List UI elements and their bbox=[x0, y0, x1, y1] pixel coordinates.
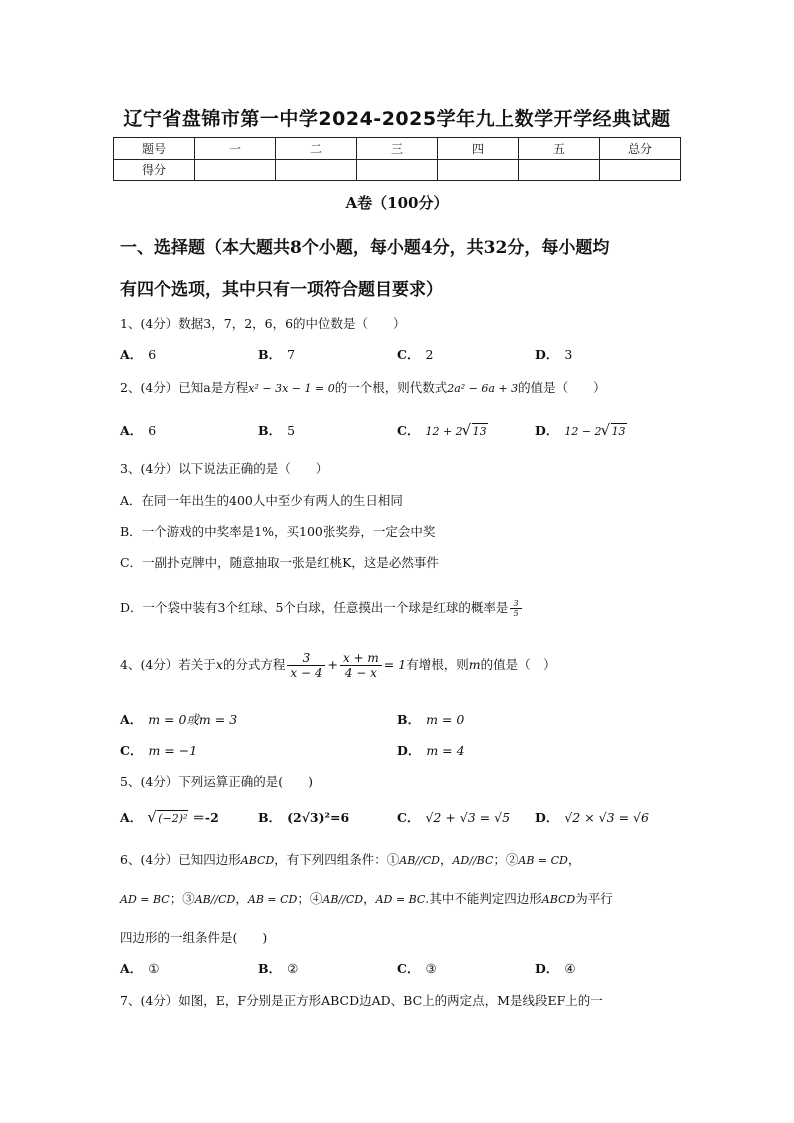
q6-stem-part: 6、(4分）已知四边形 bbox=[120, 852, 241, 867]
q2-option-d[interactable] bbox=[535, 421, 627, 439]
option-text: ① bbox=[148, 961, 160, 976]
q4-variable-m: m bbox=[468, 657, 481, 672]
q5-option-b[interactable] bbox=[258, 808, 355, 826]
option-label: A． bbox=[120, 712, 143, 727]
q2-equation: x² − 3x − 1 = 0 bbox=[248, 382, 335, 395]
q6-condition: AB//CD bbox=[322, 893, 364, 906]
score-col-5: 五 bbox=[519, 138, 600, 160]
q7-stem: 7、(4分）如图，E，F分别是正方形ABCD边AD、BC上的两定点，M是线段EF上的一 bbox=[120, 993, 603, 1008]
fraction-numerator: x + m bbox=[340, 651, 382, 666]
section-one-heading-line2: 有四个选项，其中只有一项符合题目要求） bbox=[120, 280, 443, 300]
option-label: B． bbox=[258, 810, 282, 825]
q2-option-c[interactable] bbox=[397, 421, 488, 439]
fraction-denominator: 4 − x bbox=[344, 666, 377, 680]
q2-stem bbox=[120, 378, 606, 396]
section-a-heading: A卷（100分） bbox=[345, 194, 449, 212]
option-text: ② bbox=[287, 961, 299, 976]
q6-condition: AB//CD bbox=[399, 854, 440, 867]
q3-option-b[interactable]: B．一个游戏的中奖率是1%，买100张奖券，一定会中奖 bbox=[120, 524, 436, 539]
option-text: √2 × √3 = √6 bbox=[564, 810, 649, 825]
option-label: A． bbox=[120, 961, 143, 976]
q6-option-b[interactable] bbox=[258, 959, 298, 977]
q6-separator: ， bbox=[363, 891, 376, 906]
q6-separator: ， bbox=[567, 852, 581, 867]
option-text: 12 + 2 bbox=[425, 425, 463, 438]
sqrt bbox=[602, 423, 627, 439]
score-header-label: 题号 bbox=[114, 138, 195, 160]
option-text: 7 bbox=[287, 347, 296, 362]
q4-stem-part: 有增根，则 bbox=[406, 657, 469, 672]
q6-stem-line3: 四边形的一组条件是( ) bbox=[120, 930, 268, 945]
option-text: ④ bbox=[564, 961, 576, 976]
q6-separator: ；④ bbox=[297, 891, 323, 906]
score-cell[interactable] bbox=[195, 159, 276, 181]
option-label: C． bbox=[397, 423, 420, 438]
score-cell[interactable] bbox=[600, 159, 681, 181]
option-text: 5 bbox=[287, 423, 296, 438]
q1-option-c[interactable] bbox=[397, 345, 433, 363]
q4-stem-part: 4、(4分）若关于 bbox=[120, 657, 216, 672]
q4-variable-x: x bbox=[215, 657, 223, 672]
option-label: A． bbox=[120, 810, 143, 825]
q3-option-d[interactable] bbox=[120, 598, 524, 618]
q6-separator: ， bbox=[235, 891, 248, 906]
option-text: 2 bbox=[425, 347, 434, 362]
q4-option-b[interactable] bbox=[397, 710, 464, 728]
q5-stem: 5、(4分）下列运算正确的是( ) bbox=[120, 774, 314, 789]
score-cell[interactable] bbox=[276, 159, 357, 181]
q3-stem: 3、(4分）以下说法正确的是（ ） bbox=[120, 461, 329, 476]
option-label: B． bbox=[258, 423, 282, 438]
q2-expression: 2a² − 6a + 3 bbox=[447, 382, 519, 395]
option-label: A． bbox=[120, 347, 143, 362]
q2-option-b[interactable] bbox=[258, 421, 295, 439]
q6-condition: AB//CD bbox=[194, 893, 236, 906]
q6-stem-line2 bbox=[120, 889, 613, 907]
q6-condition: AD = BC bbox=[120, 893, 170, 906]
option-label: D． bbox=[535, 961, 559, 976]
option-text: (2√3)²=6 bbox=[287, 810, 350, 825]
option-label: D． bbox=[535, 810, 559, 825]
q4-stem-part: 的分式方程 bbox=[222, 657, 286, 672]
radicand: 13 bbox=[472, 425, 487, 438]
option-text: m = 0 bbox=[426, 712, 465, 727]
q6-condition: AD = BC bbox=[375, 893, 426, 906]
score-table-header-row bbox=[114, 138, 681, 160]
score-table bbox=[113, 137, 681, 181]
q4-stem bbox=[120, 651, 556, 680]
q6-separator: ；② bbox=[493, 852, 519, 867]
q5-option-d[interactable] bbox=[535, 808, 649, 826]
score-cell[interactable] bbox=[357, 159, 438, 181]
option-label: D． bbox=[397, 743, 421, 758]
section-one-heading-line1: 一、选择题（本大题共8个小题，每小题4分，共32分，每小题均 bbox=[120, 238, 610, 258]
q4-equals: = 1 bbox=[383, 657, 407, 672]
score-cell[interactable] bbox=[519, 159, 600, 181]
q1-option-a[interactable] bbox=[120, 345, 156, 363]
q4-fraction-2 bbox=[340, 651, 382, 680]
q6-condition: AB = CD bbox=[247, 893, 298, 906]
q6-separator: ；③ bbox=[169, 891, 195, 906]
exam-title: 辽宁省盘锦市第一中学2024-2025学年九上数学开学经典试题 bbox=[123, 108, 671, 130]
q3-fraction bbox=[510, 599, 521, 618]
option-label: C． bbox=[397, 347, 420, 362]
fraction-numerator: 3 bbox=[287, 651, 325, 666]
q4-fraction-1 bbox=[287, 651, 325, 680]
sqrt bbox=[463, 423, 488, 439]
plus-sign: + bbox=[327, 657, 338, 672]
score-row-label: 得分 bbox=[114, 159, 195, 181]
q5-option-c[interactable] bbox=[397, 808, 510, 826]
score-col-4: 四 bbox=[438, 138, 519, 160]
score-col-1: 一 bbox=[195, 138, 276, 160]
q6-stem-line1 bbox=[120, 850, 580, 868]
option-text: 6 bbox=[148, 347, 157, 362]
option-label: B． bbox=[258, 961, 282, 976]
q2-stem-part: 的值是（ ） bbox=[518, 380, 606, 395]
q1-option-d[interactable] bbox=[535, 345, 572, 363]
q3-option-c[interactable]: C．一副扑克牌中，随意抽取一张是红桃K，这是必然事件 bbox=[120, 555, 439, 570]
fraction-denominator: 5 bbox=[513, 609, 519, 618]
option-text: 3 bbox=[564, 347, 573, 362]
q6-stem-part: .其中不能判定四边形 bbox=[425, 891, 542, 906]
option-label: B． bbox=[258, 347, 282, 362]
option-text: ③ bbox=[425, 961, 437, 976]
option-text: 6 bbox=[148, 423, 157, 438]
q2-stem-part: 2、(4分）已知a是方程 bbox=[120, 380, 249, 395]
q3-option-a[interactable]: A．在同一年出生的400人中至少有两人的生日相同 bbox=[120, 493, 403, 508]
radicand: 13 bbox=[611, 425, 626, 438]
score-col-2: 二 bbox=[276, 138, 357, 160]
option-label: C． bbox=[397, 810, 420, 825]
score-table-score-row bbox=[114, 159, 681, 181]
q6-stem-part: ，有下列四组条件：① bbox=[274, 852, 400, 867]
q4-option-d[interactable] bbox=[397, 741, 465, 759]
q6-option-c[interactable] bbox=[397, 959, 437, 977]
option-text: √2 + √3 = √5 bbox=[425, 810, 511, 825]
option-text: m = 4 bbox=[426, 743, 465, 758]
option-label: B． bbox=[397, 712, 421, 727]
q5-option-a[interactable] bbox=[120, 808, 225, 826]
q6-separator: ， bbox=[439, 852, 453, 867]
q6-stem-part: 为平行 bbox=[575, 891, 613, 906]
q2-option-a[interactable] bbox=[120, 421, 156, 439]
q3-option-d-text: D．一个袋中装有3个红球、5个白球，任意摸出一个球是红球的概率是 bbox=[120, 600, 509, 615]
option-label: D． bbox=[535, 423, 559, 438]
q6-condition: AB = CD bbox=[518, 854, 568, 867]
q4-option-a[interactable] bbox=[120, 710, 237, 728]
q6-option-d[interactable] bbox=[535, 959, 576, 977]
radicand: (−2)² bbox=[158, 812, 188, 825]
q6-option-a[interactable] bbox=[120, 959, 159, 977]
option-label: D． bbox=[535, 347, 559, 362]
q4-stem-part: 的值是（ ） bbox=[480, 657, 556, 672]
score-cell[interactable] bbox=[438, 159, 519, 181]
option-text: m = −1 bbox=[148, 743, 198, 758]
fraction-denominator: x − 4 bbox=[290, 666, 323, 680]
score-col-3: 三 bbox=[357, 138, 438, 160]
option-text: 12 − 2 bbox=[564, 425, 602, 438]
q6-condition: AD//BC bbox=[452, 854, 494, 867]
q1-option-b[interactable] bbox=[258, 345, 295, 363]
option-text: m = 0或m = 3 bbox=[148, 712, 238, 727]
q6-quadrilateral: ABCD bbox=[541, 893, 576, 906]
option-label: C． bbox=[120, 743, 143, 758]
option-text: ＝-2 bbox=[192, 810, 219, 825]
fraction-numerator: 3 bbox=[510, 599, 521, 609]
q6-quadrilateral: ABCD bbox=[240, 854, 275, 867]
q1-stem: 1、(4分）数据3，7，2，6，6的中位数是（ ） bbox=[120, 316, 406, 331]
option-label: C． bbox=[397, 961, 420, 976]
q2-stem-part: 的一个根，则代数式 bbox=[334, 380, 448, 395]
q4-option-c[interactable] bbox=[120, 741, 197, 759]
score-col-total: 总分 bbox=[600, 138, 681, 160]
option-label: A． bbox=[120, 423, 143, 438]
sqrt bbox=[148, 810, 188, 826]
